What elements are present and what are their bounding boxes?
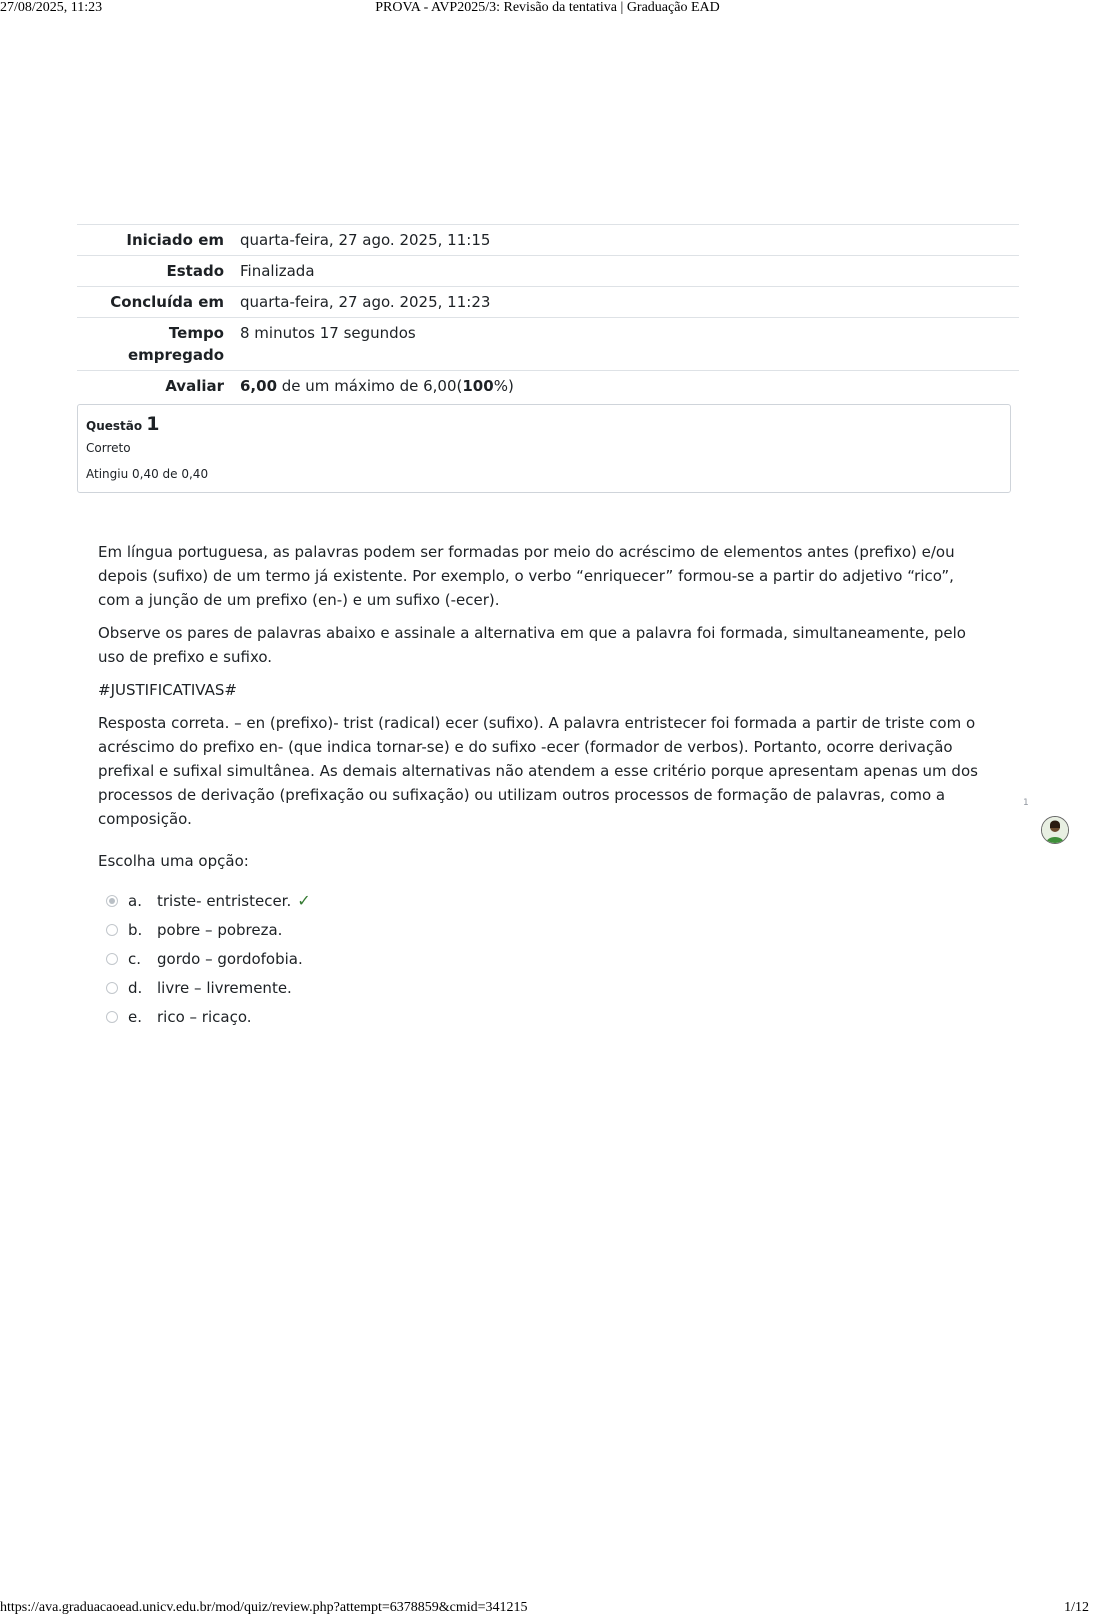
grade-suffix: %): [493, 377, 514, 395]
grade-percent: 100: [462, 377, 494, 395]
answer-text: gordo – gordofobia.: [157, 949, 303, 968]
summary-row: [77, 318, 1019, 371]
attempt-summary-table: [77, 224, 1019, 401]
print-url: https://ava.graduacaoead.unicv.edu.br/mod/quiz/review.php?attempt=6378859&cmid=341215: [0, 1600, 528, 1615]
answer-prompt: Escolha uma opção:: [98, 852, 249, 870]
summary-label: Concluída em: [110, 293, 224, 311]
answer-letter: c.: [128, 949, 142, 968]
radio-button[interactable]: [106, 1011, 118, 1023]
summary-row: [77, 287, 1019, 318]
question-state: Correto: [86, 441, 131, 455]
question-number-value: 1: [146, 413, 160, 435]
summary-row: [77, 225, 1019, 256]
radio-button[interactable]: [106, 924, 118, 936]
answer-text: pobre – pobreza.: [157, 920, 283, 939]
answer-list: [106, 886, 311, 1031]
grade-text: de um máximo de 6,00(: [277, 377, 463, 395]
print-title: PROVA - AVP2025/3: Revisão da tentativa | Graduação EAD: [375, 0, 720, 15]
question-paragraph: Em língua portuguesa, as palavras podem ser formadas por meio do acréscimo de elementos antes (prefixo) e/ou depois (sufixo) de um termo já existente. Por exemplo, o verbo “enriquecer” formou-se a partir do adjetivo “rico”, com a junção de um prefixo (en-) e um sufixo (-ecer).: [98, 543, 955, 609]
answer-option-b[interactable]: [106, 915, 311, 944]
question-grade: Atingiu 0,40 de 0,40: [86, 467, 209, 481]
answer-text: rico – ricaço.: [157, 1007, 252, 1026]
summary-label: Iniciado em: [126, 231, 224, 249]
question-text: [98, 540, 988, 840]
answer-option-c[interactable]: [106, 944, 311, 973]
print-datetime: 27/08/2025, 11:23: [0, 0, 103, 15]
grade-label: Avaliar: [165, 377, 224, 395]
question-info-box: [77, 404, 1011, 493]
answer-letter: e.: [128, 1007, 142, 1026]
print-page-number: 1/12: [1064, 1600, 1089, 1615]
answer-option-e[interactable]: [106, 1002, 311, 1031]
grade-value: [240, 371, 1019, 402]
answer-option-a[interactable]: [106, 886, 311, 915]
summary-label: Tempo empregado: [127, 324, 224, 364]
print-footer: [0, 1600, 1095, 1616]
question-paragraph: Observe os pares de palavras abaixo e assinale a alternativa em que a palavra foi formada, simultaneamente, pelo uso de prefixo e sufixo.: [98, 624, 966, 666]
summary-row: [77, 256, 1019, 287]
answer-letter: d.: [128, 978, 143, 997]
print-header: [0, 0, 1095, 16]
answer-text: triste- entristecer.: [157, 891, 292, 910]
summary-value: 8 minutos 17 segundos: [240, 324, 416, 342]
radio-button[interactable]: [106, 895, 118, 907]
question-number: [86, 413, 1010, 435]
answer-letter: b.: [128, 920, 143, 939]
summary-value: quarta-feira, 27 ago. 2025, 11:23: [240, 293, 491, 311]
user-avatar-icon[interactable]: [1041, 816, 1069, 844]
summary-row-grade: [77, 371, 1019, 402]
grade-score: 6,00: [240, 377, 278, 395]
question-paragraph: Resposta correta. – en (prefixo)- trist (radical) ecer (sufixo). A palavra entristecer foi formada a partir de triste com o acréscimo do prefixo en- (que indica tornar-se) e do sufixo -ecer (formador de verbos). Portanto, ocorre derivação prefixal e sufixal simultânea. As demais alternativas não atendem a esse critério porque apresentam apenas um dos processos de derivação (prefixação ou sufixação) ou utilizam outros processos de formação de palavras, como a composição.: [98, 714, 978, 828]
side-page-number: 1: [1023, 798, 1029, 808]
check-icon: ✓: [297, 891, 311, 910]
radio-button[interactable]: [106, 953, 118, 965]
summary-value: Finalizada: [240, 262, 315, 280]
answer-letter: a.: [128, 891, 142, 910]
answer-option-d[interactable]: [106, 973, 311, 1002]
summary-value: quarta-feira, 27 ago. 2025, 11:15: [240, 231, 491, 249]
radio-button[interactable]: [106, 982, 118, 994]
summary-label: Estado: [166, 262, 224, 280]
question-paragraph: #JUSTIFICATIVAS#: [98, 681, 237, 699]
answer-text: livre – livremente.: [157, 978, 292, 997]
avatar-graphic: [1042, 817, 1068, 843]
question-label: Questão: [86, 419, 143, 433]
